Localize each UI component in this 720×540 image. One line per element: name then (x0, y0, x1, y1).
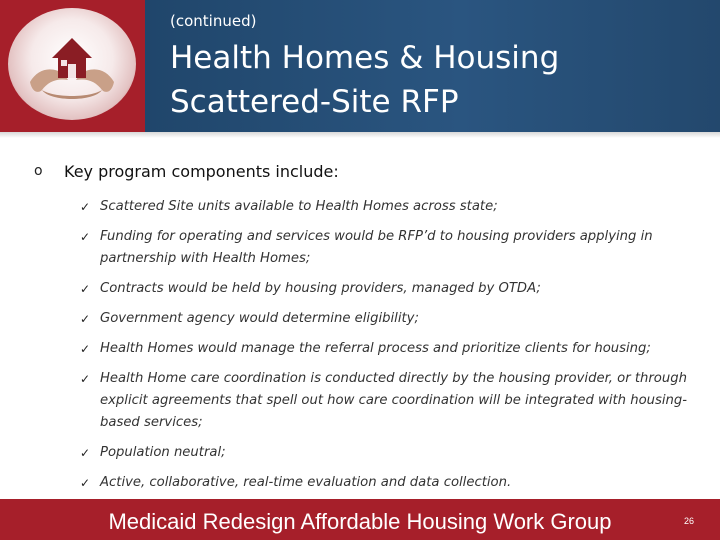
checkmark-icon: ✓ (80, 476, 91, 490)
slide-subtitle: (continued) (170, 12, 257, 30)
slide-title: Health Homes & Housing Scattered-Site RFP (170, 40, 560, 120)
page-number: 26 (683, 516, 694, 526)
list-item-text: Scattered Site units available to Health Homes across state; (100, 199, 498, 214)
list-item (80, 472, 690, 494)
checkmark-icon: ✓ (80, 446, 91, 460)
list-item (80, 278, 690, 300)
list-item-text: Population neutral; (100, 445, 226, 460)
bullet-marker: o (34, 163, 43, 179)
list-item-text: Contracts would be held by housing providers, managed by OTDA; (100, 281, 541, 296)
header-logo-panel (0, 0, 145, 132)
list-item-text: Funding for operating and services would be RFP’d to housing providers applying in partnership with Health Homes; (100, 229, 653, 266)
footer-title: Medicaid Redesign Affordable Housing Work Group (108, 509, 612, 534)
list-item-text: Health Home care coordination is conducted directly by the housing provider, or through explicit agreements that spell out how care coordination will be integrated with housing-based services; (100, 371, 688, 430)
list-item (80, 442, 690, 464)
list-item-text: Government agency would determine eligibility; (100, 311, 419, 326)
checkmark-icon: ✓ (80, 342, 91, 356)
intro-text: Key program components include: (64, 162, 339, 181)
checkmark-icon: ✓ (80, 282, 91, 296)
header-divider (0, 132, 720, 138)
list-item (80, 196, 690, 218)
checkmark-icon: ✓ (80, 200, 91, 214)
footer-bar (0, 499, 720, 540)
list-item-text: Health Homes would manage the referral process and prioritize clients for housing; (100, 341, 651, 356)
list-item-text: Active, collaborative, real-time evaluation and data collection. (100, 475, 512, 490)
component-list (80, 196, 690, 502)
checkmark-icon: ✓ (80, 230, 91, 244)
hands-holding-house-icon (8, 8, 136, 120)
list-item (80, 226, 690, 270)
checkmark-icon: ✓ (80, 372, 91, 386)
list-item (80, 338, 690, 360)
list-item (80, 368, 690, 434)
list-item (80, 308, 690, 330)
checkmark-icon: ✓ (80, 312, 91, 326)
